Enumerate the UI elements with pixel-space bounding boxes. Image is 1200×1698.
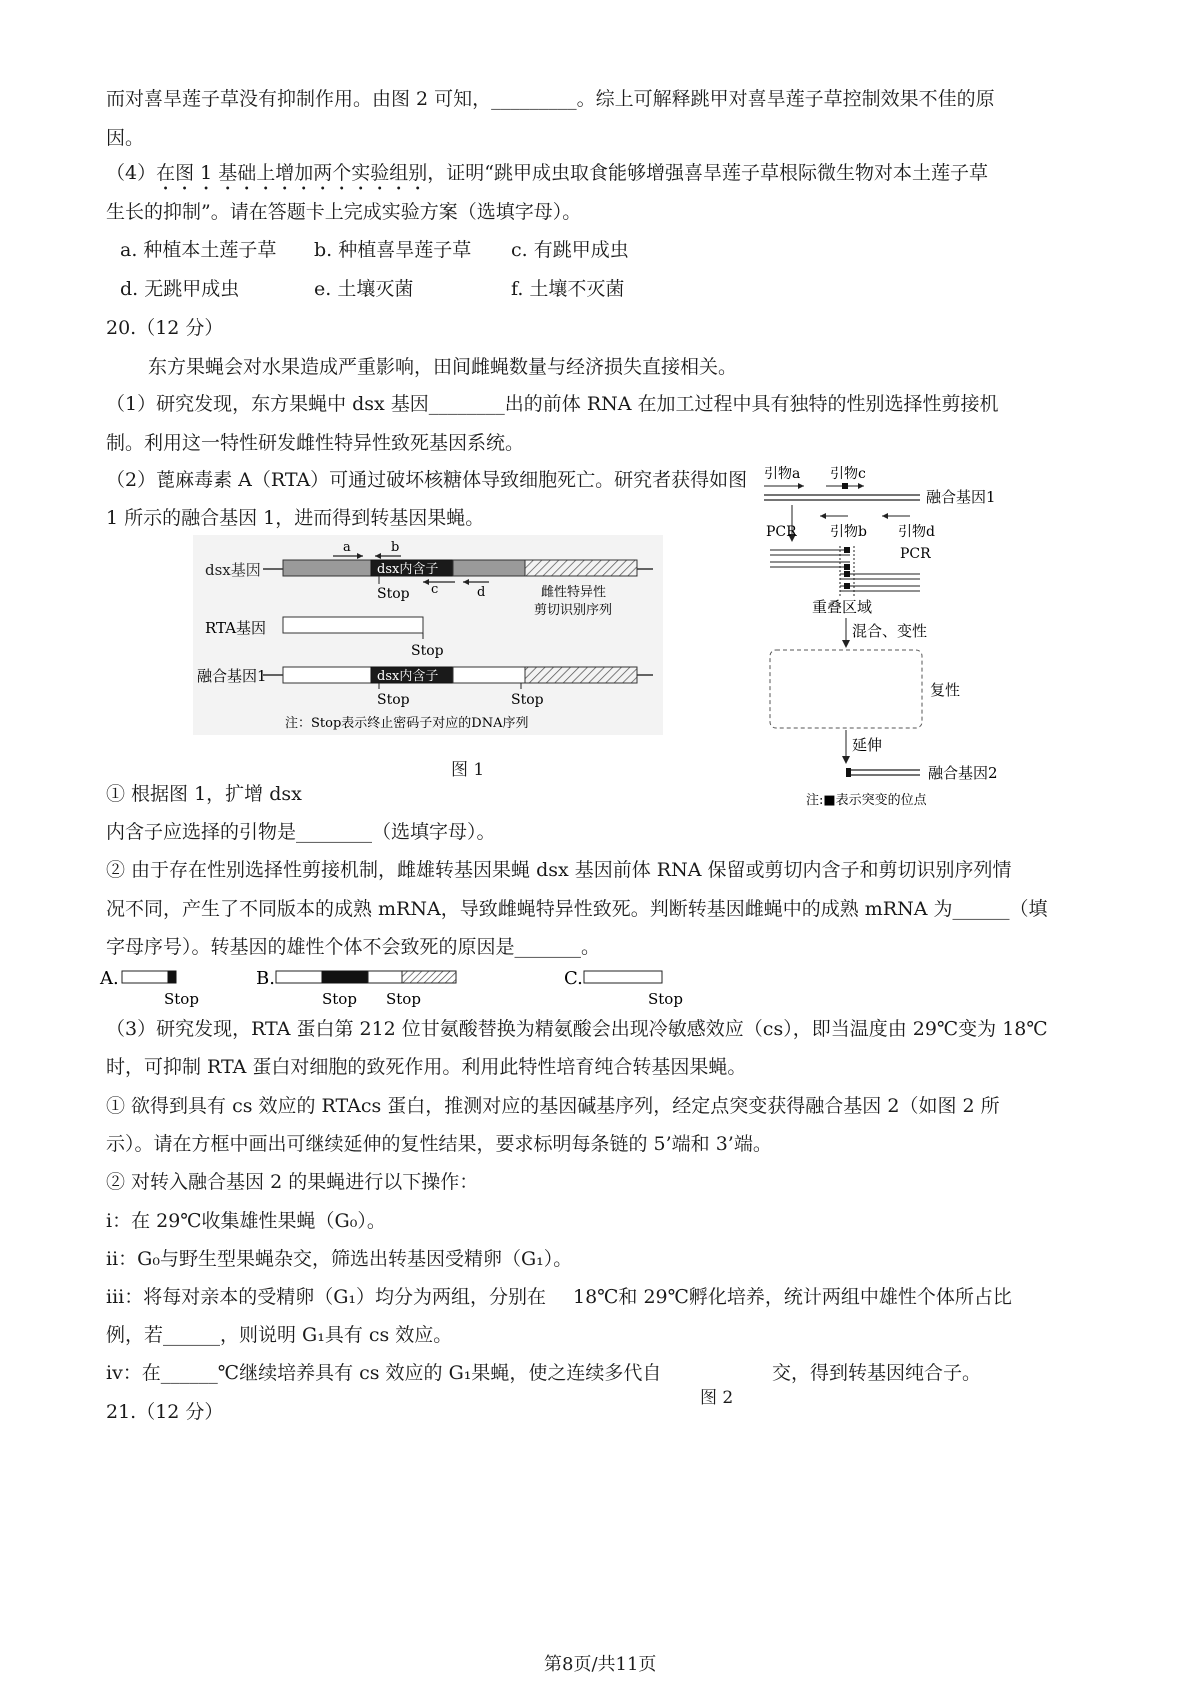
fusion-gene1-label: 融合基因1 bbox=[197, 667, 267, 685]
text-line: ⅱ：G₀与野生型果蝇杂交，筛选出转基因受精卵（G₁）。 bbox=[106, 1248, 573, 1270]
option-B-hatch bbox=[402, 971, 456, 983]
text-line: 因。 bbox=[106, 127, 145, 149]
emphasized-text: 在图 1 基础上增加两个实验组别 bbox=[156, 162, 428, 184]
dsx-intron-label: dsx内含子 bbox=[377, 562, 439, 577]
figure-2 bbox=[760, 458, 1020, 813]
rta-stop-label: Stop bbox=[411, 643, 444, 659]
fig2-primer-a: 引物a bbox=[764, 466, 801, 482]
fig2-renature: 复性 bbox=[930, 681, 961, 699]
figure-1-note: 注：Stop表示终止密码子对应的DNA序列 bbox=[285, 716, 529, 731]
fig2-pcr-right: PCR bbox=[900, 546, 931, 562]
dsx-stop-label: Stop bbox=[377, 586, 410, 602]
text-line: 例，若______，则说明 G₁具有 cs 效应。 bbox=[106, 1324, 453, 1346]
text-line: ② 由于存在性别选择性剪接机制，雌雄转基因果蝇 dsx 基因前体 RNA 保留或剪切内含子和剪切识别序列情 bbox=[106, 859, 1012, 881]
dsx-gene-label: dsx基因 bbox=[205, 561, 261, 579]
option-f: f. 土壤不灭菌 bbox=[511, 278, 625, 300]
page-footer: 第8页/共11页 bbox=[544, 1654, 657, 1675]
question-4-line bbox=[106, 160, 988, 195]
fig2-fusion2: 融合基因2 bbox=[928, 764, 998, 782]
text-line: 生长的抑制”。请在答题卡上完成实验方案（选填字母）。 bbox=[106, 201, 582, 223]
figure-2-caption: 图 2 bbox=[700, 1388, 734, 1408]
female-seq-label-1: 雌性特异性 bbox=[541, 585, 607, 600]
option-A-white bbox=[122, 971, 168, 983]
option-B-stop-2: Stop bbox=[386, 990, 421, 1008]
option-B-label: B. bbox=[256, 968, 275, 989]
text-line: （3）研究发现，RTA 蛋白第 212 位甘氨酸替换为精氨酸会出现冷敏感效应（cs），即当温度由 29℃变为 18℃ bbox=[106, 1018, 1048, 1040]
rta-gene-box bbox=[283, 617, 423, 633]
text-line: 制。利用这一特性研发雌性特异性致死基因系统。 bbox=[106, 432, 525, 454]
text-line: （1）研究发现，东方果蝇中 dsx 基因________出的前体 RNA 在加工过程中具有独特的性别选择性剪接机 bbox=[106, 393, 999, 415]
fig2-note: 注:■表示突变的位点 bbox=[806, 793, 927, 808]
text-line: 字母序号）。转基因的雄性个体不会致死的原因是_______。 bbox=[106, 936, 601, 958]
text-line: 示）。请在方框中画出可继续延伸的复性结果，要求标明每条链的 5’端和 3’端。 bbox=[106, 1133, 772, 1155]
fig2-primer-d: 引物d bbox=[898, 524, 935, 540]
question-20-title: 20.（12 分） bbox=[106, 317, 224, 339]
text-line: 交，得到转基因纯合子。 bbox=[772, 1362, 982, 1384]
option-B-white bbox=[276, 971, 322, 983]
text-line: ⅲ：将每对亲本的受精卵（G₁）均分为两组，分别在 bbox=[106, 1286, 547, 1308]
fig2-mix: 混合、变性 bbox=[852, 622, 928, 640]
dsx-exon-1 bbox=[283, 560, 371, 576]
text-line: （2）蓖麻毒素 A（RTA）可通过破坏核糖体导致细胞死亡。研究者获得如图 bbox=[106, 469, 748, 491]
fusion-intron-label: dsx内含子 bbox=[377, 669, 439, 684]
text-line: 时，可抑制 RTA 蛋白对细胞的致死作用。利用此特性培育纯合转基因果蝇。 bbox=[106, 1056, 747, 1078]
female-seq-label-2: 剪切识别序列 bbox=[534, 603, 613, 618]
option-b: b. 种植喜旱莲子草 bbox=[314, 239, 472, 261]
option-B-stop-1: Stop bbox=[322, 990, 357, 1008]
text-line: 而对喜旱莲子草没有抑制作用。由图 2 可知，_________。综上可解释跳甲对喜旱莲子草控制效果不佳的原 bbox=[106, 88, 995, 110]
primer-c-label: c bbox=[431, 582, 439, 597]
fig2-primer-b: 引物b bbox=[830, 524, 867, 540]
primer-d-label: d bbox=[477, 585, 486, 600]
option-A-label: A. bbox=[100, 968, 119, 989]
option-B-white2 bbox=[368, 971, 402, 983]
text-line: 18℃和 29℃孵化培养，统计两组中雄性个体所占比 bbox=[573, 1286, 1012, 1308]
fusion-stop-label-1: Stop bbox=[377, 692, 410, 708]
text-span: ，证明“跳甲成虫取食能够增强喜旱莲子草根际微生物对本土莲子草 bbox=[427, 162, 988, 184]
option-C-label: C. bbox=[564, 968, 583, 989]
fig2-extend: 延伸 bbox=[852, 736, 883, 754]
option-d: d. 无跳甲成虫 bbox=[120, 278, 240, 300]
fig2-primer-c: 引物c bbox=[830, 466, 866, 482]
option-C-stop: Stop bbox=[648, 990, 683, 1008]
text-line: ⅰ：在 29℃收集雄性果蝇（G₀）。 bbox=[106, 1210, 386, 1232]
fig2-overlap: 重叠区域 bbox=[812, 598, 873, 616]
question-number: （4） bbox=[106, 162, 157, 184]
primer-b-label: b bbox=[391, 540, 400, 555]
fusion-stop-label-2: Stop bbox=[511, 692, 544, 708]
figure-1 bbox=[193, 535, 663, 735]
fusion-female-seq bbox=[525, 667, 637, 683]
option-A-stop: Stop bbox=[164, 990, 199, 1008]
fig2-pcr-left: PCR bbox=[766, 524, 797, 540]
option-e: e. 土壤灭菌 bbox=[314, 278, 414, 300]
fusion-exon-box bbox=[453, 667, 525, 683]
option-C-white bbox=[584, 971, 662, 983]
option-A-black bbox=[168, 971, 176, 983]
dsx-female-seq bbox=[525, 560, 637, 576]
text-line: 1 所示的融合基因 1，进而得到转基因果蝇。 bbox=[106, 507, 485, 529]
mrna-options-figure bbox=[98, 962, 708, 1010]
option-c: c. 有跳甲成虫 bbox=[511, 239, 629, 261]
option-a: a. 种植本土莲子草 bbox=[120, 239, 277, 261]
text-line: ② 对转入融合基因 2 的果蝇进行以下操作： bbox=[106, 1171, 479, 1193]
text-line: 东方果蝇会对水果造成严重影响，田间雌蝇数量与经济损失直接相关。 bbox=[148, 356, 738, 378]
text-line: ① 根据图 1，扩增 dsx bbox=[106, 783, 302, 805]
figure-1-caption: 图 1 bbox=[451, 760, 485, 780]
dsx-exon-2 bbox=[453, 560, 525, 576]
fig2-fusion1: 融合基因1 bbox=[926, 488, 996, 506]
text-line: 内含子应选择的引物是________（选填字母）。 bbox=[106, 821, 496, 843]
rta-gene-label: RTA基因 bbox=[205, 619, 267, 637]
text-line: ① 欲得到具有 cs 效应的 RTAcs 蛋白，推测对应的基因碱基序列，经定点突变获得融合基因 2（如图 2 所 bbox=[106, 1095, 1000, 1117]
option-B-black bbox=[322, 971, 368, 983]
fusion-rta-box bbox=[283, 667, 371, 683]
question-21-title: 21.（12 分） bbox=[106, 1401, 224, 1423]
text-line: 况不同，产生了不同版本的成熟 mRNA，导致雌蝇特异性致死。判断转基因雌蝇中的成熟 mRNA 为______（填 bbox=[106, 898, 1048, 920]
text-line: ⅳ：在______℃继续培养具有 cs 效应的 G₁果蝇，使之连续多代自 bbox=[106, 1362, 662, 1384]
primer-a-label: a bbox=[343, 540, 351, 555]
